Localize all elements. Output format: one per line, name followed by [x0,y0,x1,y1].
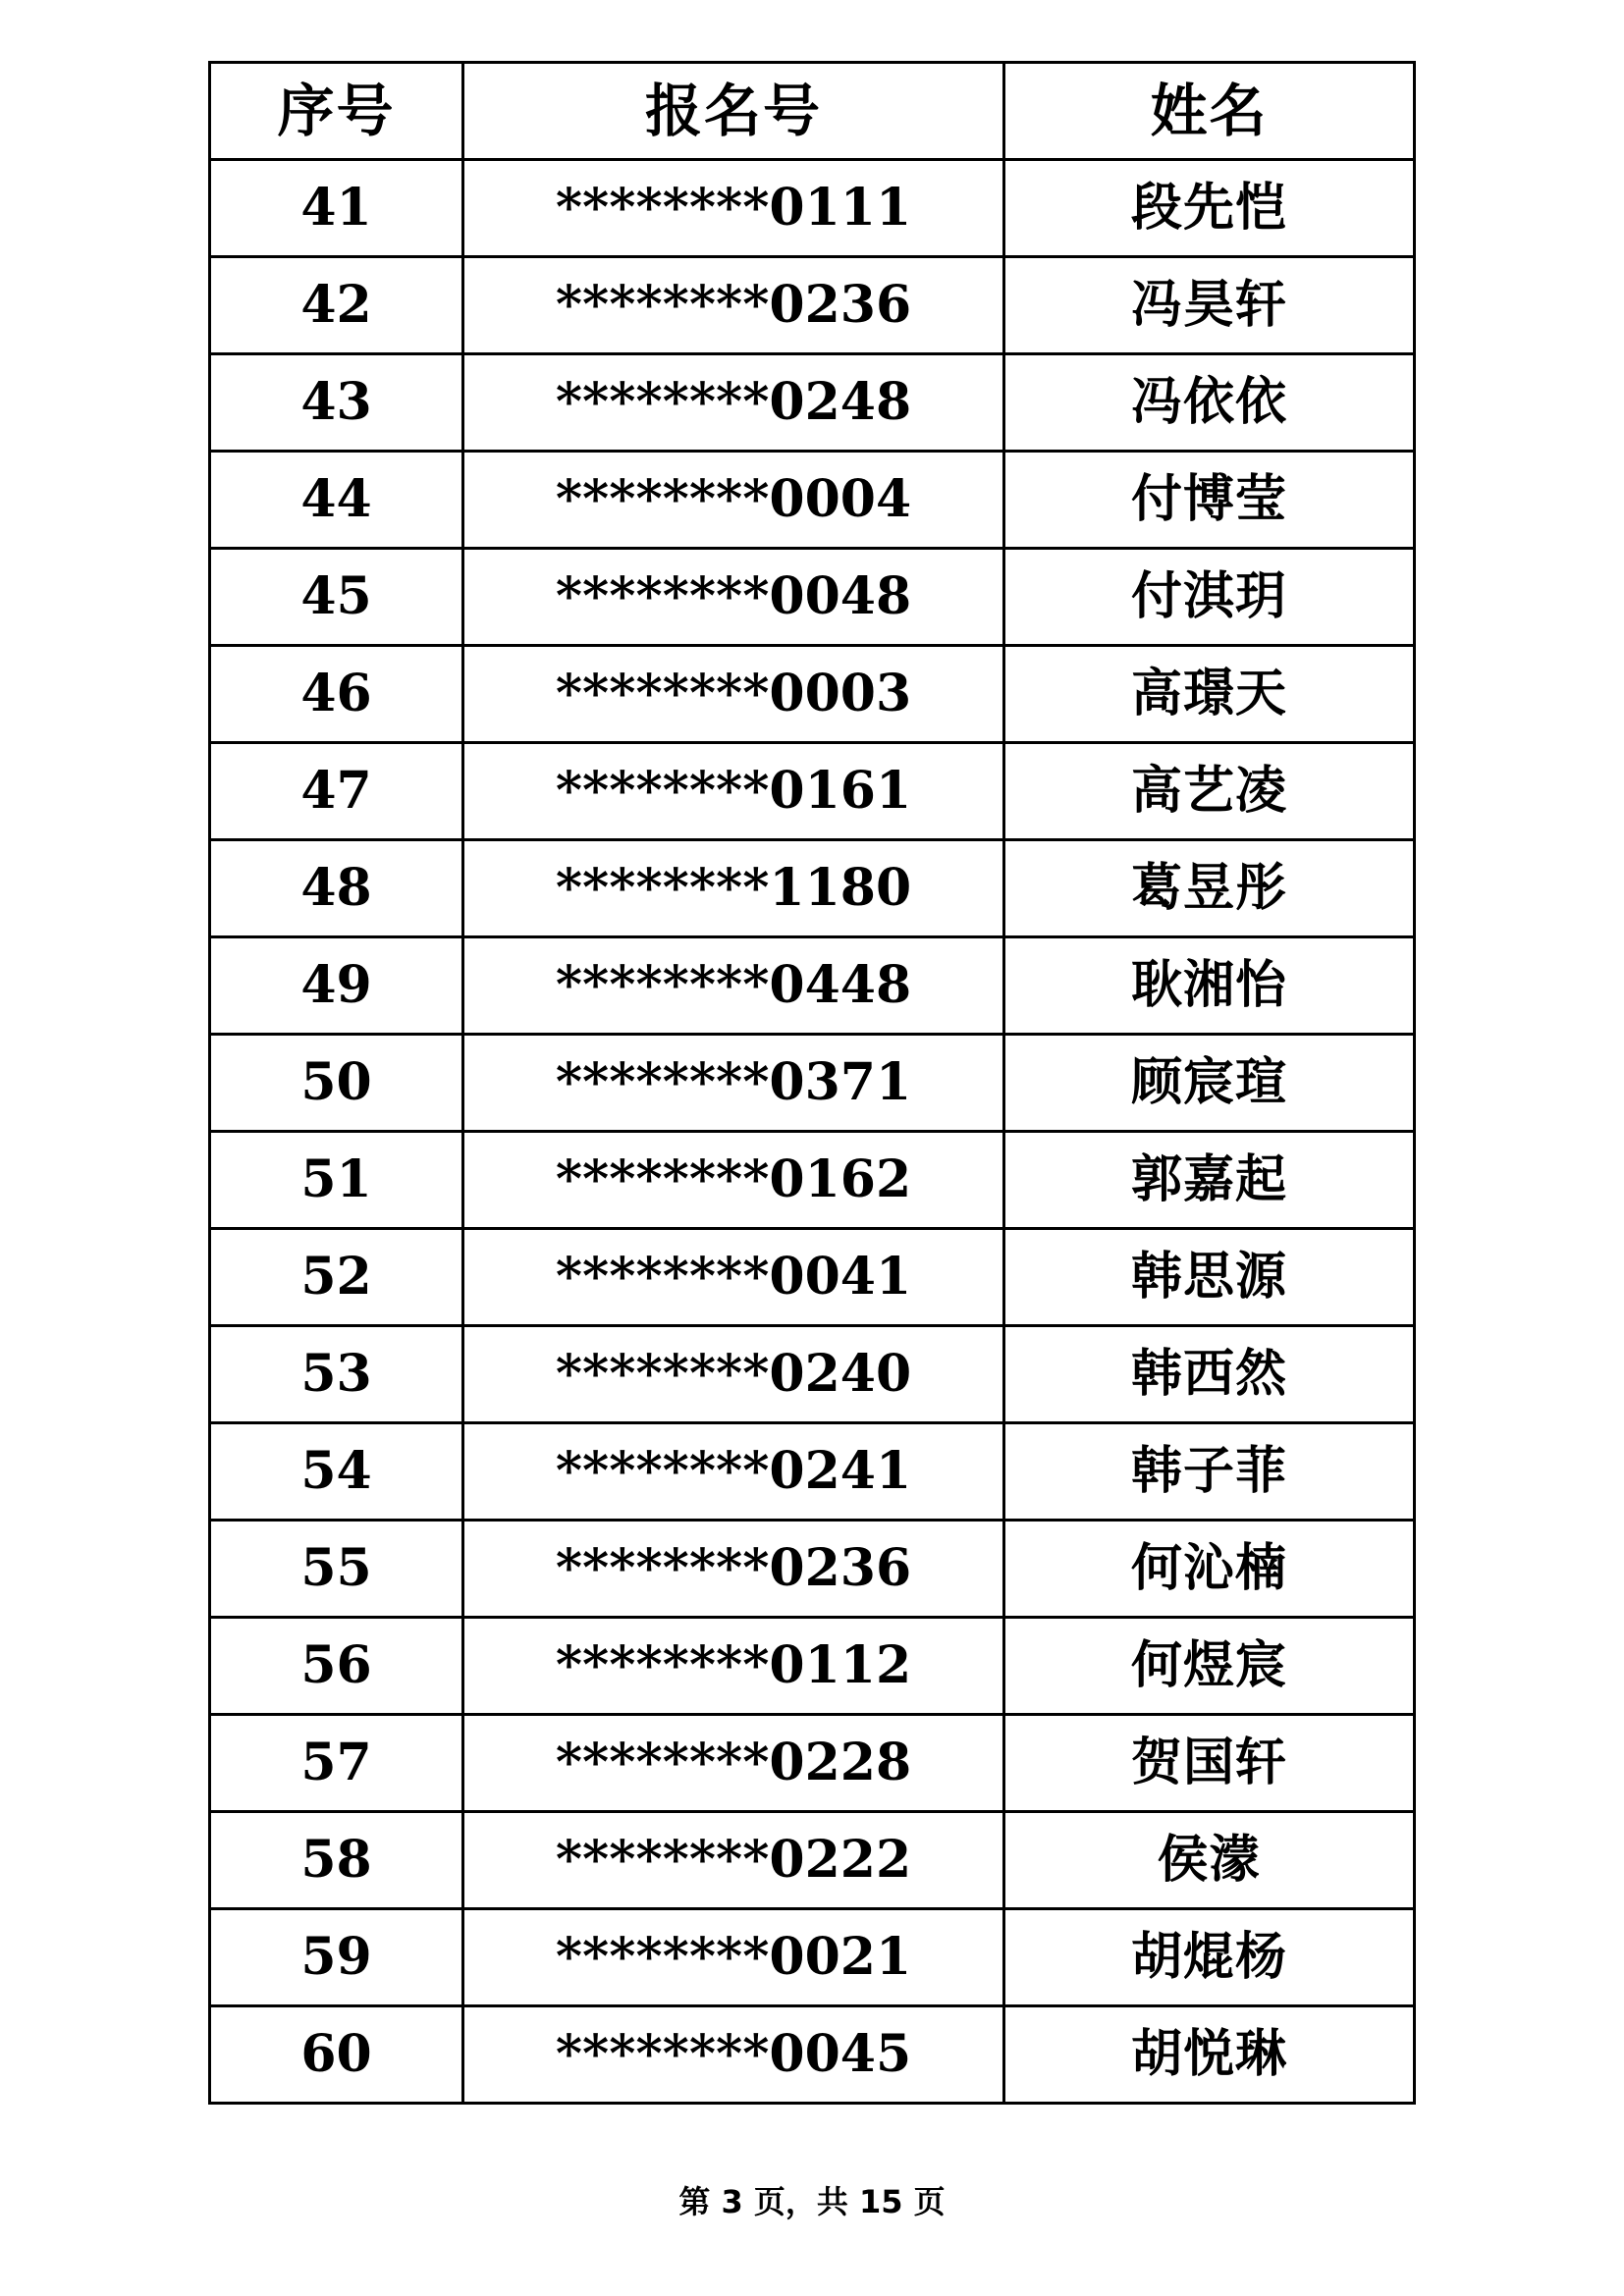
table-row [210,1035,1415,1132]
cell-name: 冯依依 [1004,354,1415,452]
cell-serial-number: 52 [210,1229,463,1326]
cell-registration-number: ********0248 [463,354,1004,452]
cell-name: 付博莹 [1004,452,1415,549]
cell-registration-number: ********0045 [463,2006,1004,2104]
cell-serial-number: 46 [210,646,463,743]
cell-serial-number: 58 [210,1812,463,1909]
cell-name: 冯昊轩 [1004,257,1415,354]
roster-table [208,61,1416,2105]
cell-registration-number: ********0041 [463,1229,1004,1326]
cell-name: 韩西然 [1004,1326,1415,1423]
cell-serial-number: 53 [210,1326,463,1423]
cell-serial-number: 55 [210,1521,463,1618]
table-row [210,646,1415,743]
cell-serial-number: 44 [210,452,463,549]
cell-registration-number: ********0021 [463,1909,1004,2006]
cell-serial-number: 59 [210,1909,463,2006]
table-row [210,1326,1415,1423]
table-row [210,1812,1415,1909]
cell-serial-number: 50 [210,1035,463,1132]
cell-registration-number: ********0448 [463,937,1004,1035]
cell-serial-number: 54 [210,1423,463,1521]
cell-registration-number: ********0241 [463,1423,1004,1521]
cell-name: 侯濛 [1004,1812,1415,1909]
cell-registration-number: ********0111 [463,160,1004,257]
cell-name: 付淇玥 [1004,549,1415,646]
header-registration-number: 报名号 [463,63,1004,160]
table-row [210,1618,1415,1715]
table-row [210,2006,1415,2104]
cell-name: 胡悦琳 [1004,2006,1415,2104]
table-row [210,840,1415,937]
cell-registration-number: ********0371 [463,1035,1004,1132]
cell-serial-number: 42 [210,257,463,354]
cell-serial-number: 45 [210,549,463,646]
table-row [210,743,1415,840]
cell-name: 段先恺 [1004,160,1415,257]
cell-name: 高璟天 [1004,646,1415,743]
cell-registration-number: ********0228 [463,1715,1004,1812]
cell-serial-number: 57 [210,1715,463,1812]
cell-name: 韩子菲 [1004,1423,1415,1521]
table-row [210,937,1415,1035]
roster-table-container [208,61,1413,2105]
cell-serial-number: 56 [210,1618,463,1715]
cell-registration-number: ********0162 [463,1132,1004,1229]
table-body [210,160,1415,2104]
table-row [210,549,1415,646]
cell-registration-number: ********0236 [463,257,1004,354]
page-number-footer: 第 3 页，共 15 页 [678,2183,946,2220]
cell-registration-number: ********0004 [463,452,1004,549]
table-row [210,1229,1415,1326]
table-row [210,1132,1415,1229]
cell-registration-number: ********0112 [463,1618,1004,1715]
cell-registration-number: ********1180 [463,840,1004,937]
cell-registration-number: ********0222 [463,1812,1004,1909]
cell-registration-number: ********0161 [463,743,1004,840]
cell-name: 贺国轩 [1004,1715,1415,1812]
table-row [210,452,1415,549]
cell-serial-number: 49 [210,937,463,1035]
cell-name: 顾宸瑄 [1004,1035,1415,1132]
header-serial-number: 序号 [210,63,463,160]
cell-serial-number: 60 [210,2006,463,2104]
table-row [210,160,1415,257]
table-row [210,354,1415,452]
cell-name: 耿湘怡 [1004,937,1415,1035]
table-row [210,1521,1415,1618]
cell-name: 韩思源 [1004,1229,1415,1326]
cell-name: 何沁楠 [1004,1521,1415,1618]
table-row [210,257,1415,354]
cell-name: 葛昱彤 [1004,840,1415,937]
cell-registration-number: ********0048 [463,549,1004,646]
cell-serial-number: 43 [210,354,463,452]
table-row [210,1423,1415,1521]
cell-name: 高艺凌 [1004,743,1415,840]
cell-serial-number: 47 [210,743,463,840]
cell-registration-number: ********0240 [463,1326,1004,1423]
cell-name: 郭嘉起 [1004,1132,1415,1229]
cell-serial-number: 48 [210,840,463,937]
table-row [210,1715,1415,1812]
cell-name: 何煜宸 [1004,1618,1415,1715]
cell-name: 胡焜杨 [1004,1909,1415,2006]
header-name: 姓名 [1004,63,1415,160]
table-row [210,1909,1415,2006]
cell-registration-number: ********0003 [463,646,1004,743]
cell-serial-number: 51 [210,1132,463,1229]
cell-serial-number: 41 [210,160,463,257]
cell-registration-number: ********0236 [463,1521,1004,1618]
table-header-row [210,63,1415,160]
